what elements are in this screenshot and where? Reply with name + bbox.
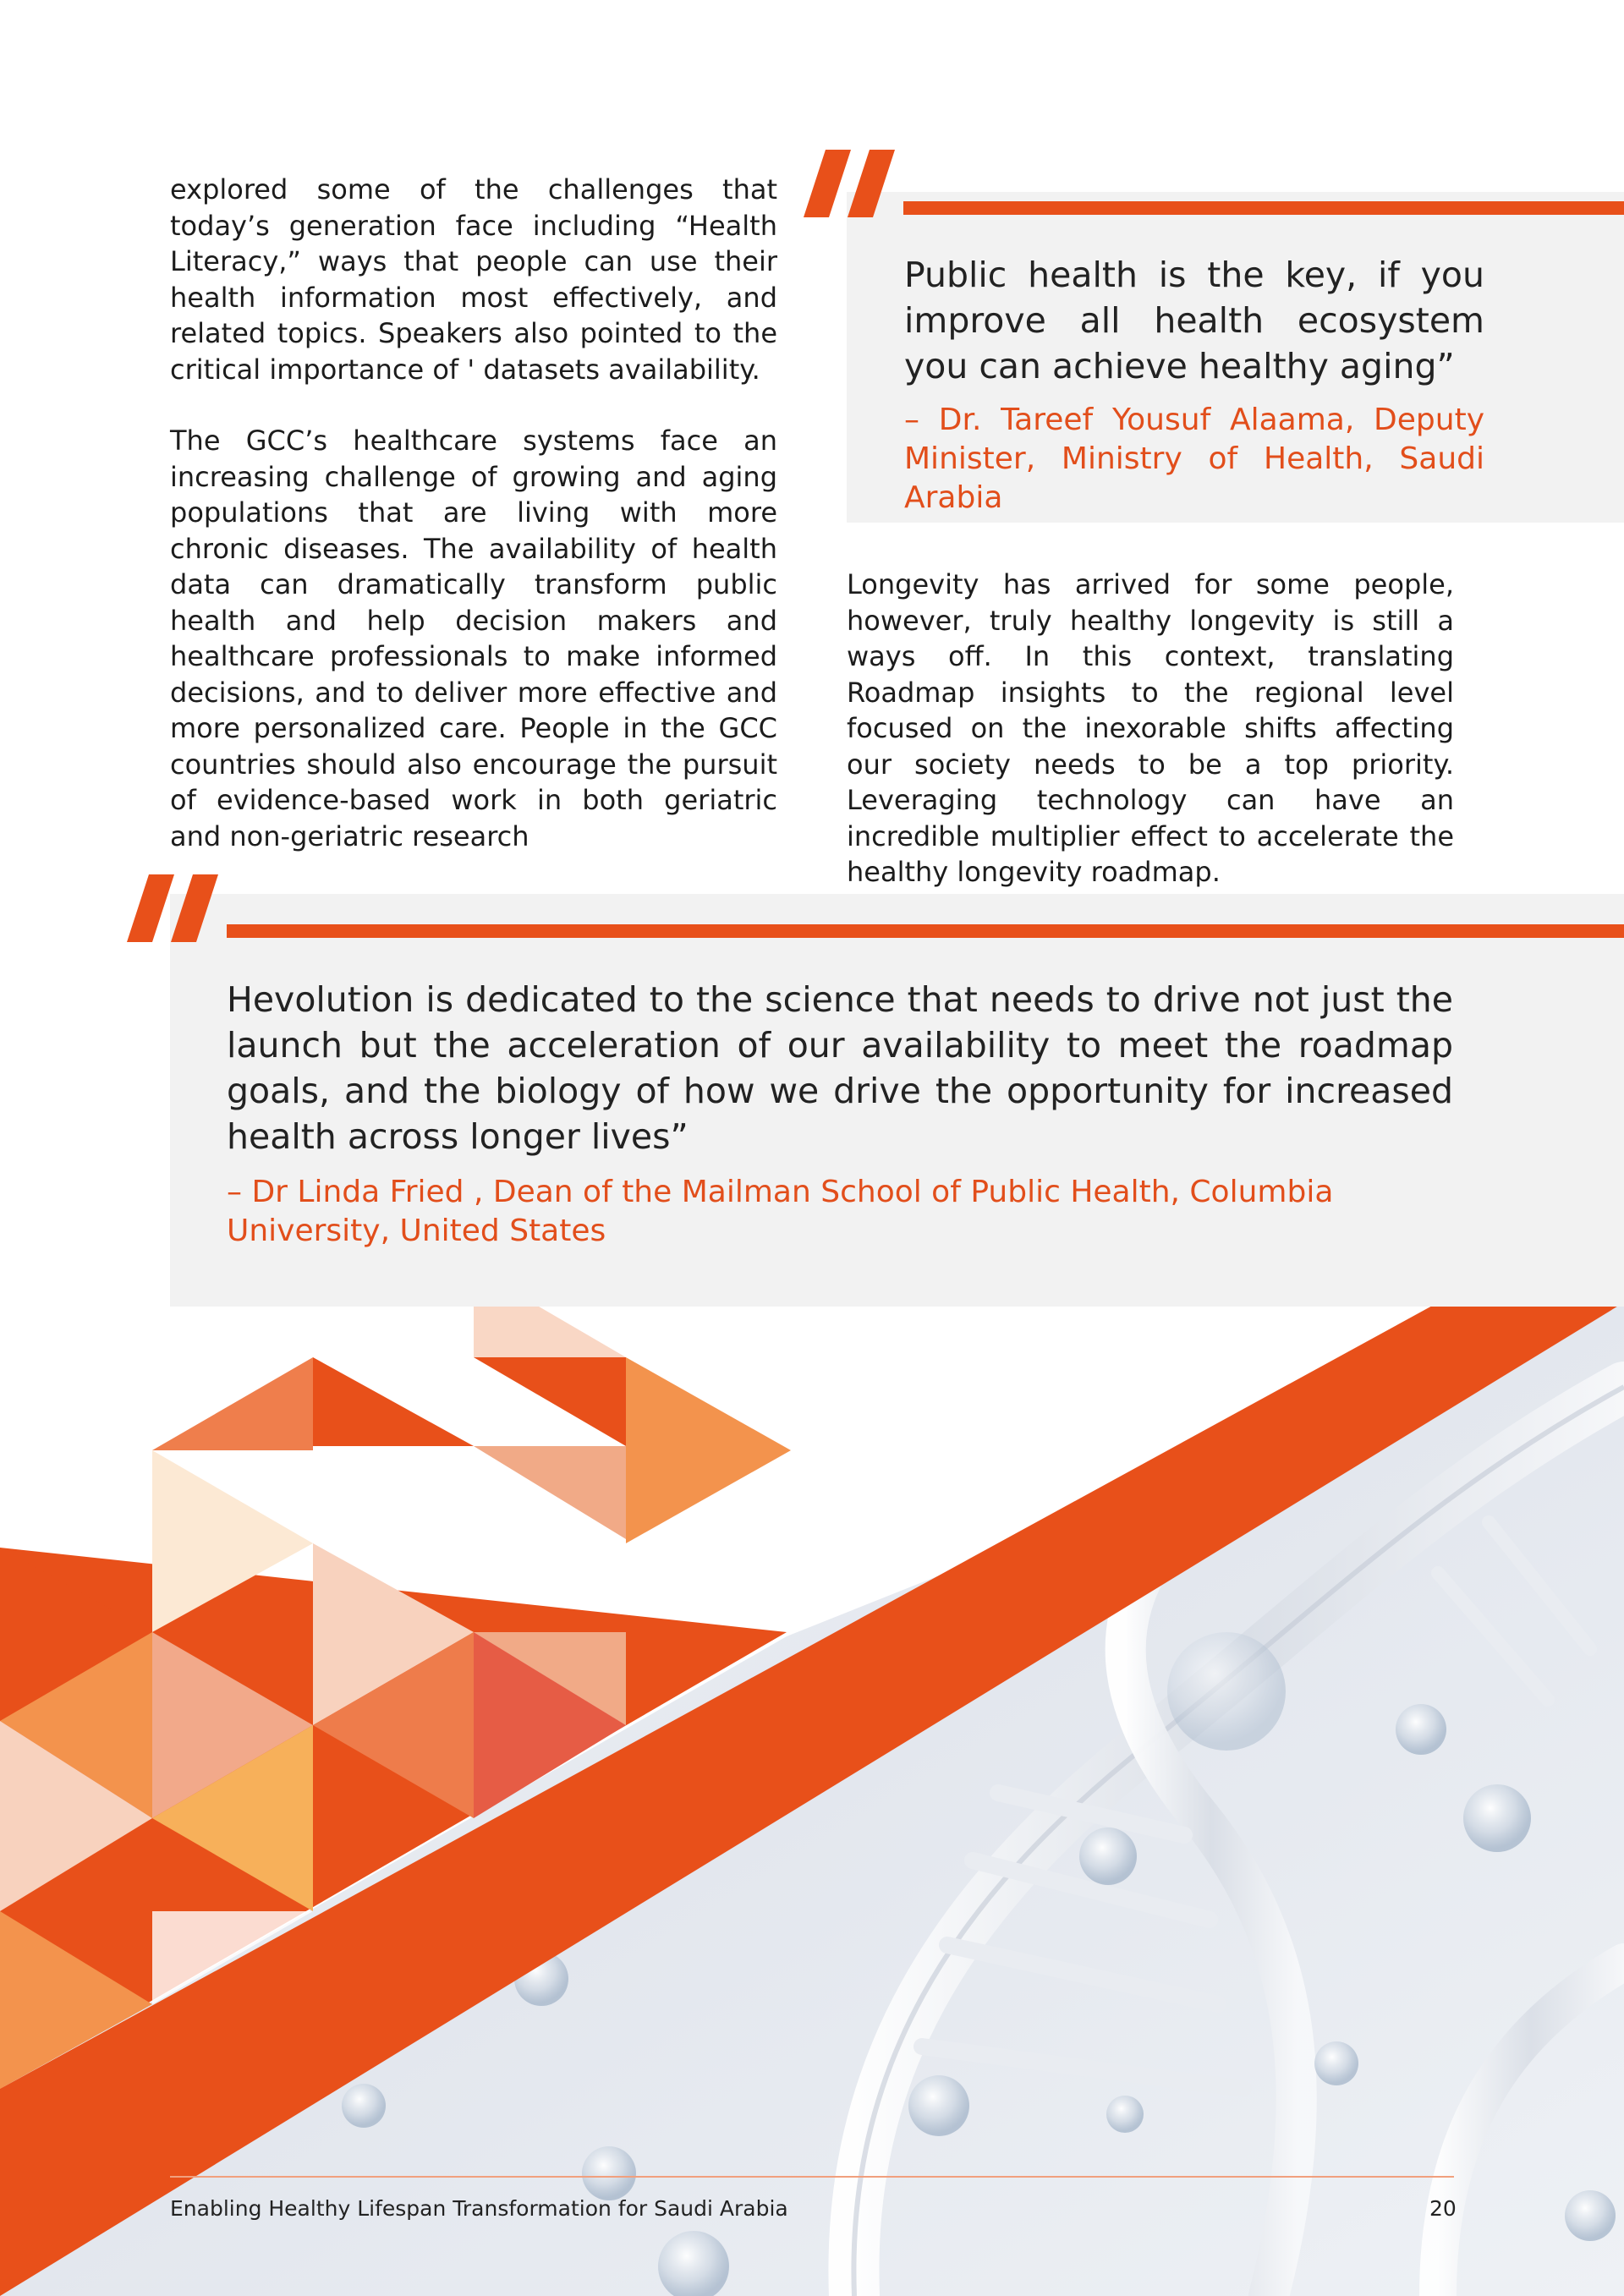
quote-rule — [227, 924, 1624, 938]
footer-rule — [170, 2176, 1454, 2178]
page-number: 20 — [1429, 2196, 1457, 2221]
double-quote-mark-icon — [802, 150, 903, 217]
left-column — [170, 172, 777, 854]
quote-rule — [903, 201, 1624, 215]
quote-attribution: – Dr. Tareef Yousuf Alaama, Deputy Minister, Ministry of Health, Saudi Arabia — [904, 403, 1484, 515]
body-paragraph: explored some of the challenges that today’s generation face including “Health Literacy,” ways that people can use their health information most effectively, and related topics. Speakers also pointed to the critical importance of ' datasets availability. — [170, 173, 777, 386]
body-paragraph: Longevity has arrived for some people, however, truly healthy longevity is still a ways off. In this context, translating Roadmap insights to the regional level focused on the inexorable shifts affecting our society needs to be a top priority. Leveraging technology can have an incredible multiplier effect to accelerate the healthy longevity roadmap. — [847, 568, 1454, 888]
double-quote-mark-icon — [125, 874, 227, 942]
quote-attribution: – Dr Linda Fried , Dean of the Mailman School of Public Health, Columbia University, United States — [227, 1175, 1334, 1248]
quote-2 — [227, 977, 1453, 1251]
quote-1 — [904, 252, 1484, 518]
footer-title: Enabling Healthy Lifespan Transformation for Saudi Arabia — [170, 2196, 788, 2221]
quote-text: Public health is the key, if you improve all health ecosystem you can achieve healthy aging” — [904, 255, 1484, 386]
body-paragraph: The GCC’s healthcare systems face an increasing challenge of growing and aging populations that are living with more chronic diseases. The availability of health data can dramatically transform public health and help decision makers and healthcare professionals to make informed decisions, and to deliver more effective and more personalized care. People in the GCC countries should also encourage the pursuit of evidence-based work in both geriatric and non-geriatric research — [170, 425, 777, 852]
quote-text: Hevolution is dedicated to the science that needs to drive not just the launch but the acceleration of our availability to meet the roadmap goals, and the biology of how we drive the opportunity for increased health across longer lives” — [227, 979, 1453, 1157]
right-column — [847, 567, 1454, 890]
